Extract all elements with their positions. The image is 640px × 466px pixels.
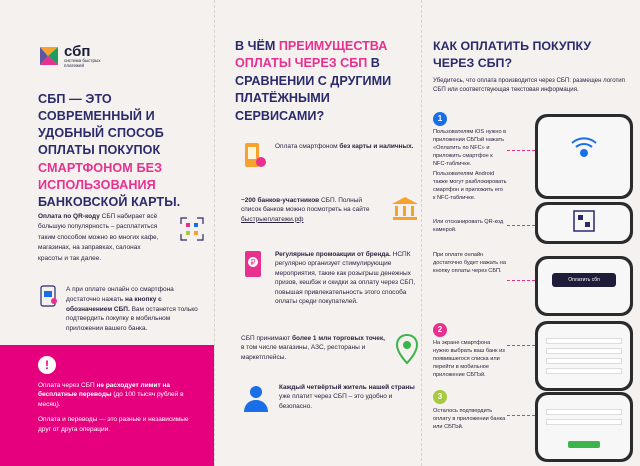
how-to-headline: КАК ОПЛАТИТЬ ПОКУПКУ ЧЕРЕЗ СБП?: [433, 39, 592, 71]
step-3-badge: 3: [433, 390, 447, 404]
connector-2: [507, 225, 535, 226]
svg-text:₽: ₽: [250, 258, 256, 267]
advantages-headline: В ЧЁМ ПРЕИМУЩЕСТВА ОПЛАТЫ ЧЕРЕЗ СБП В СРАВНЕНИИ С ДРУГИМИ ПЛАТЁЖНЫМИ СЕРВИСАМИ?: [235, 39, 392, 123]
qr-code-icon: [180, 217, 204, 241]
step-2-badge: 2: [433, 323, 447, 337]
how-to-intro: Убедитесь, что оплата производится через СБП: размещен логотип СБП или соответствующая текстовая информация.: [433, 77, 625, 93]
advantage-popularity: Каждый четвёртый житель нашей страны уже платит через СБП – это удобно и безопасно.: [241, 383, 419, 413]
step1-qr-text: Или отсканировать QR-код камерой.: [433, 219, 504, 234]
step1-online-text: При оплате онлайн достаточно будет нажать на кнопку оплаты через СБП.: [433, 252, 506, 275]
online-pay-paragraph: А при оплате онлайн со смартфона достаточно нажать на кнопку с обозначением СБП. Вам останется только подтвердить покупку в мобильном приложении вашего банка.: [66, 286, 198, 332]
bank-list-item[interactable]: [546, 338, 622, 344]
advantage-banks: ~200 банков-участников СБП. Полный список банков можно посмотреть на сайте быстрыеплатежи.рф: [241, 196, 419, 224]
confirm-button[interactable]: [568, 441, 600, 448]
person-icon: [241, 383, 271, 413]
confirm-line: [546, 409, 622, 415]
phone-online-pay: [535, 256, 633, 316]
column-how-to: [421, 0, 640, 466]
notice-independent: Оплата и переводы — это разные и независимые друг от друга операции.: [38, 416, 189, 433]
promo-phone-icon: [241, 250, 267, 278]
phone-confirm: [535, 392, 633, 462]
logo-name: сбп: [64, 43, 91, 60]
connector-4: [507, 345, 535, 346]
phone-coin-icon: [241, 142, 267, 170]
qr-scan-icon: [538, 205, 630, 241]
sbp-site-link[interactable]: быстрыеплатежи.рф: [241, 215, 304, 223]
connector-3: [507, 280, 535, 281]
sbp-logo-icon: [38, 45, 60, 67]
intro-headline: СБП — ЭТО СОВРЕМЕННЫЙ И УДОБНЫЙ СПОСОБ ОПЛАТЫ ПОКУПОК СМАРТФОНОМ БЕЗ ИСПОЛЬЗОВАНИЯ БАНКОВСКОЙ КАРТЫ.: [38, 92, 181, 209]
step3-text: Осталось подтвердить оплату в приложении банка или СБПэй.: [433, 408, 506, 431]
phone-bank-list: [535, 321, 633, 391]
exclamation-icon: !: [38, 356, 56, 374]
notice-box: [0, 345, 214, 466]
advantage-no-card: Оплата смартфоном без карты и наличных.: [241, 142, 419, 170]
logo-subtitle: система быстрых платежей: [64, 58, 101, 68]
notice-limit: Оплата через СБП не расходует лимит на бесплатные переводы (до 100 тысяч рублей в месяц).: [38, 382, 184, 408]
phone-nfc: [535, 114, 633, 199]
connector-1: [507, 150, 535, 151]
nfc-icon: [538, 117, 630, 196]
step1-ios-text: Пользователям iOS нужно в приложении СБПэй нажать «Оплатить по NFC» и приложить смартфон к NFC-табличке.: [433, 129, 507, 168]
pay-sbp-button[interactable]: Оплатить сбп: [552, 273, 616, 287]
phone-qr: [535, 202, 633, 244]
connector-5: [507, 415, 535, 416]
bank-list-item[interactable]: [546, 358, 622, 364]
sbp-logo: [38, 44, 104, 69]
advantage-merchants: СБП принимают более 1 млн торговых точек, в том числе магазины, АЗС, рестораны и маркетплейсы.: [241, 334, 419, 364]
phone-tap-icon: [38, 285, 60, 309]
confirm-line: [546, 419, 622, 425]
step2-text: На экране смартфона нужно выбрать ваш банк из появившегося списка или перейти в мобильное приложение СБПэй.: [433, 340, 505, 379]
column-intro: [0, 0, 214, 466]
map-pin-icon: [395, 334, 419, 364]
column-advantages: [214, 0, 421, 466]
step-1-badge: 1: [433, 112, 447, 126]
qr-paragraph: Оплата по QR-коду СБП набирает всё большую популярность – расплатиться таким способом можно во многих кафе, магазинах, на заправках, салонах красоты и так далее.: [38, 213, 159, 262]
bank-list-item[interactable]: [546, 368, 622, 374]
bank-building-icon: [391, 196, 419, 222]
step1-android-text: Пользователям Android также могут разблокировать смартфон и приложить его к NFC-табличке.: [433, 171, 507, 202]
advantage-promo: ₽ Регулярные промоакции от бренда. НСПК регулярно организует стимулирующие мероприятия, такие как розыгрыш денежных призов, кешбэк и скидки за оплату через СБП, повышая привлекательность этого способа оплаты среди покупателей.: [241, 250, 419, 307]
bank-list-item[interactable]: [546, 348, 622, 354]
